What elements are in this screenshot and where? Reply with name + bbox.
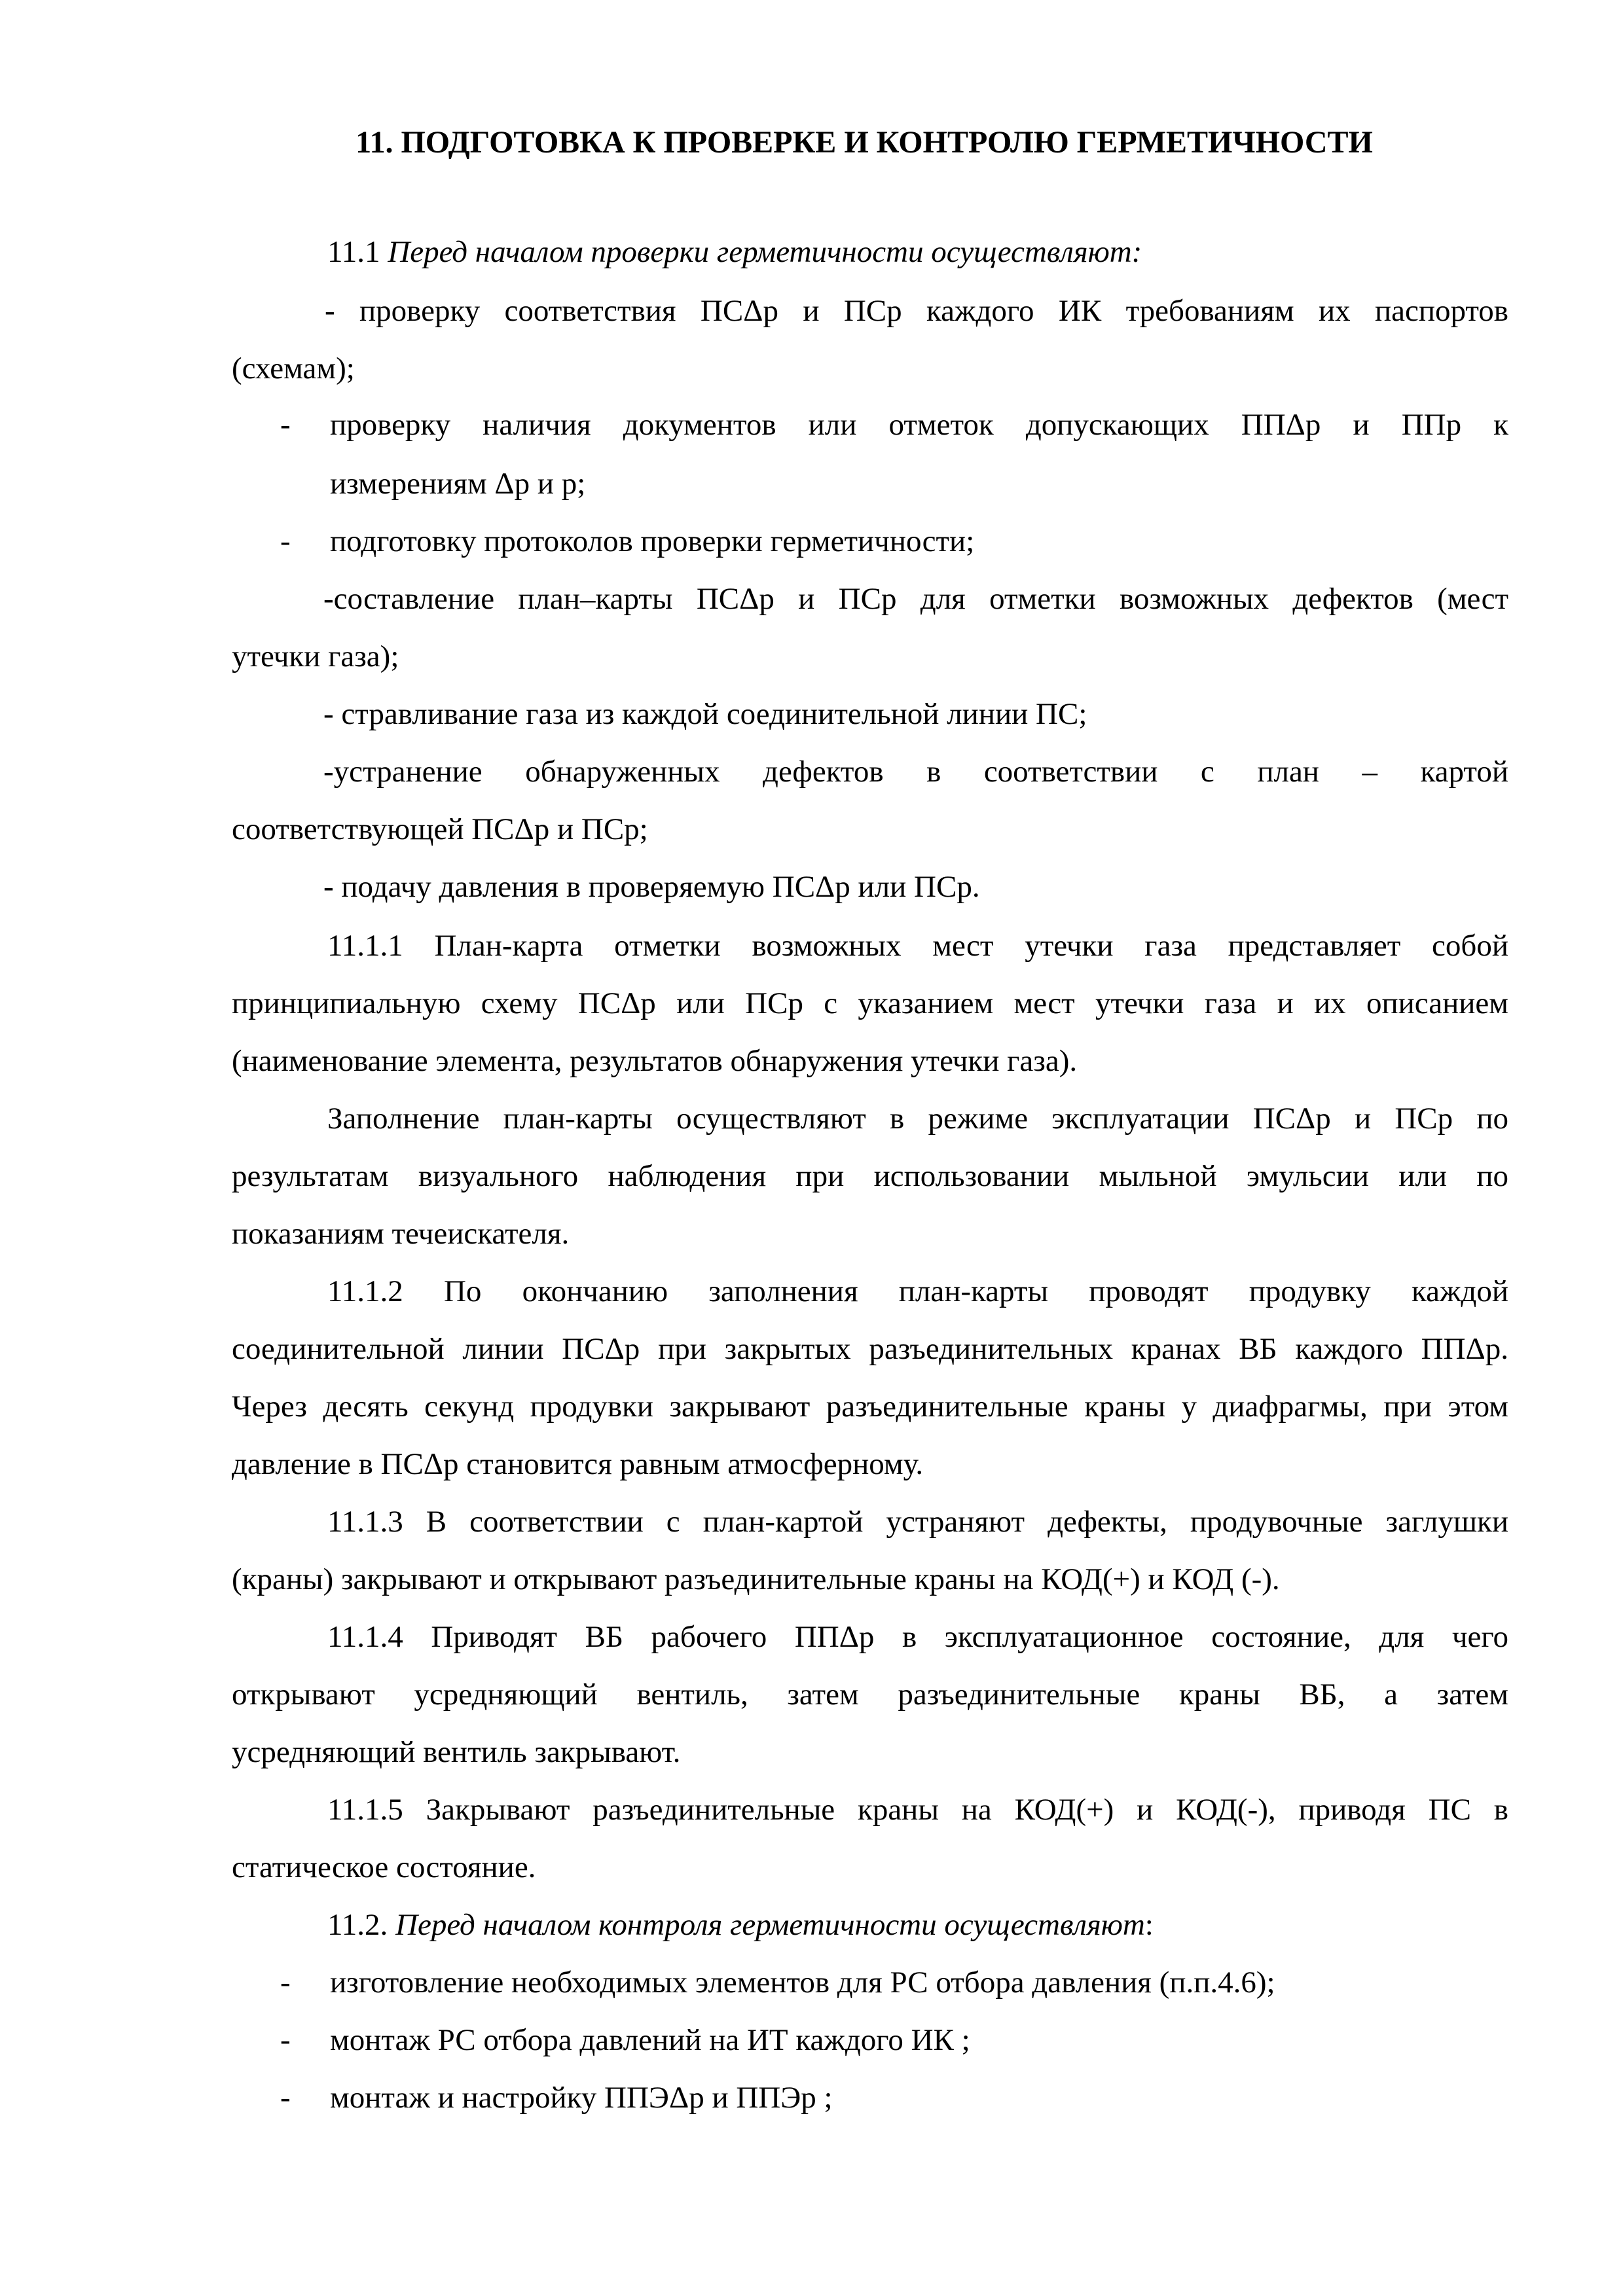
- list-item-line: утечки газа);: [232, 639, 399, 673]
- paragraph-line: 11.1.5 Закрывают разъединительные краны на КОД(+) и КОД(-), приводя ПС в: [327, 1793, 1508, 1827]
- list-dash: -: [280, 2081, 291, 2115]
- paragraph-line: принципиальную схему ПСΔр или ПСр с указанием мест утечки газа и их описанием: [232, 986, 1508, 1020]
- section-11-1-heading: [327, 234, 1142, 270]
- list-item-line: - подачу давления в проверяемую ПСΔр или ПСр.: [323, 870, 980, 904]
- section-heading-italic: Перед началом контроля герметичности осуществляют: [395, 1908, 1145, 1942]
- paragraph-line: давление в ПСΔр становится равным атмосферному.: [232, 1447, 924, 1481]
- list-item-line: -устранение обнаруженных дефектов в соответствии с план – картой: [323, 755, 1508, 789]
- list-item-line: - проверку соответствия ПСΔр и ПСр каждого ИК требованиям их паспортов: [325, 294, 1508, 328]
- paragraph-line: Заполнение план-карты осуществляют в режиме эксплуатации ПСΔр и ПСр по: [327, 1102, 1508, 1136]
- section-11-2-heading: [327, 1907, 1154, 1943]
- list-item-line: -составление план–карты ПСΔр и ПСр для отметки возможных дефектов (мест: [323, 582, 1508, 616]
- paragraph-line: 11.1.4 Приводят ВБ рабочего ППΔр в эксплуатационное состояние, для чего: [327, 1620, 1508, 1654]
- section-number: 11.1: [327, 235, 388, 269]
- list-item-line: соответствующей ПСΔр и ПСр;: [232, 812, 648, 846]
- paragraph-line: 11.1.2 По окончанию заполнения план-карты проводят продувку каждой: [327, 1274, 1508, 1308]
- paragraph-line: усредняющий вентиль закрывают.: [232, 1735, 681, 1769]
- paragraph-line: Через десять секунд продувки закрывают разъединительные краны у диафрагмы, при этом: [232, 1390, 1508, 1424]
- list-item-line: проверку наличия документов или отметок допускающих ППΔр и ППр к: [330, 408, 1508, 442]
- list-dash: -: [280, 1965, 291, 2000]
- paragraph-line: (краны) закрывают и открывают разъединительные краны на КОД(+) и КОД (-).: [232, 1562, 1280, 1596]
- list-item-line: (схемам);: [232, 351, 355, 386]
- paragraph-line: (наименование элемента, результатов обнаружения утечки газа).: [232, 1044, 1078, 1078]
- paragraph-line: открывают усредняющий вентиль, затем разъединительные краны ВБ, а затем: [232, 1677, 1508, 1712]
- paragraph-line: соединительной линии ПСΔр при закрытых разъединительных кранах ВБ каждого ППΔр.: [232, 1332, 1508, 1366]
- list-item: монтаж и настройку ППЭΔр и ППЭр ;: [330, 2081, 833, 2115]
- section-number: 11.2.: [327, 1908, 396, 1942]
- list-dash: -: [280, 524, 291, 558]
- paragraph-line: 11.1.3 В соответствии с план-картой устраняют дефекты, продувочные заглушки: [327, 1505, 1508, 1539]
- list-dash: -: [280, 2023, 291, 2057]
- section-heading-italic: Перед началом проверки герметичности осуществляют:: [388, 235, 1142, 269]
- list-item-line: - стравливание газа из каждой соединительной линии ПС;: [323, 697, 1087, 731]
- paragraph-line: показаниям течеискателя.: [232, 1217, 570, 1251]
- paragraph-line: результатам визуального наблюдения при использовании мыльной эмульсии или по: [232, 1159, 1508, 1193]
- list-item: монтаж РС отбора давлений на ИТ каждого ИК ;: [330, 2023, 970, 2057]
- list-item-line: подготовку протоколов проверки герметичности;: [330, 524, 975, 558]
- heading-colon: :: [1144, 1908, 1154, 1942]
- list-dash: -: [280, 408, 291, 442]
- list-item: изготовление необходимых элементов для РС отбора давления (п.п.4.6);: [330, 1965, 1275, 2000]
- paragraph-line: статическое состояние.: [232, 1850, 536, 1884]
- paragraph-line: 11.1.1 План-карта отметки возможных мест утечки газа представляет собой: [327, 929, 1508, 963]
- list-item-line: измерениям Δр и р;: [330, 467, 586, 501]
- section-title: 11. ПОДГОТОВКА К ПРОВЕРКЕ И КОНТРОЛЮ ГЕРМЕТИЧНОСТИ: [356, 125, 1373, 160]
